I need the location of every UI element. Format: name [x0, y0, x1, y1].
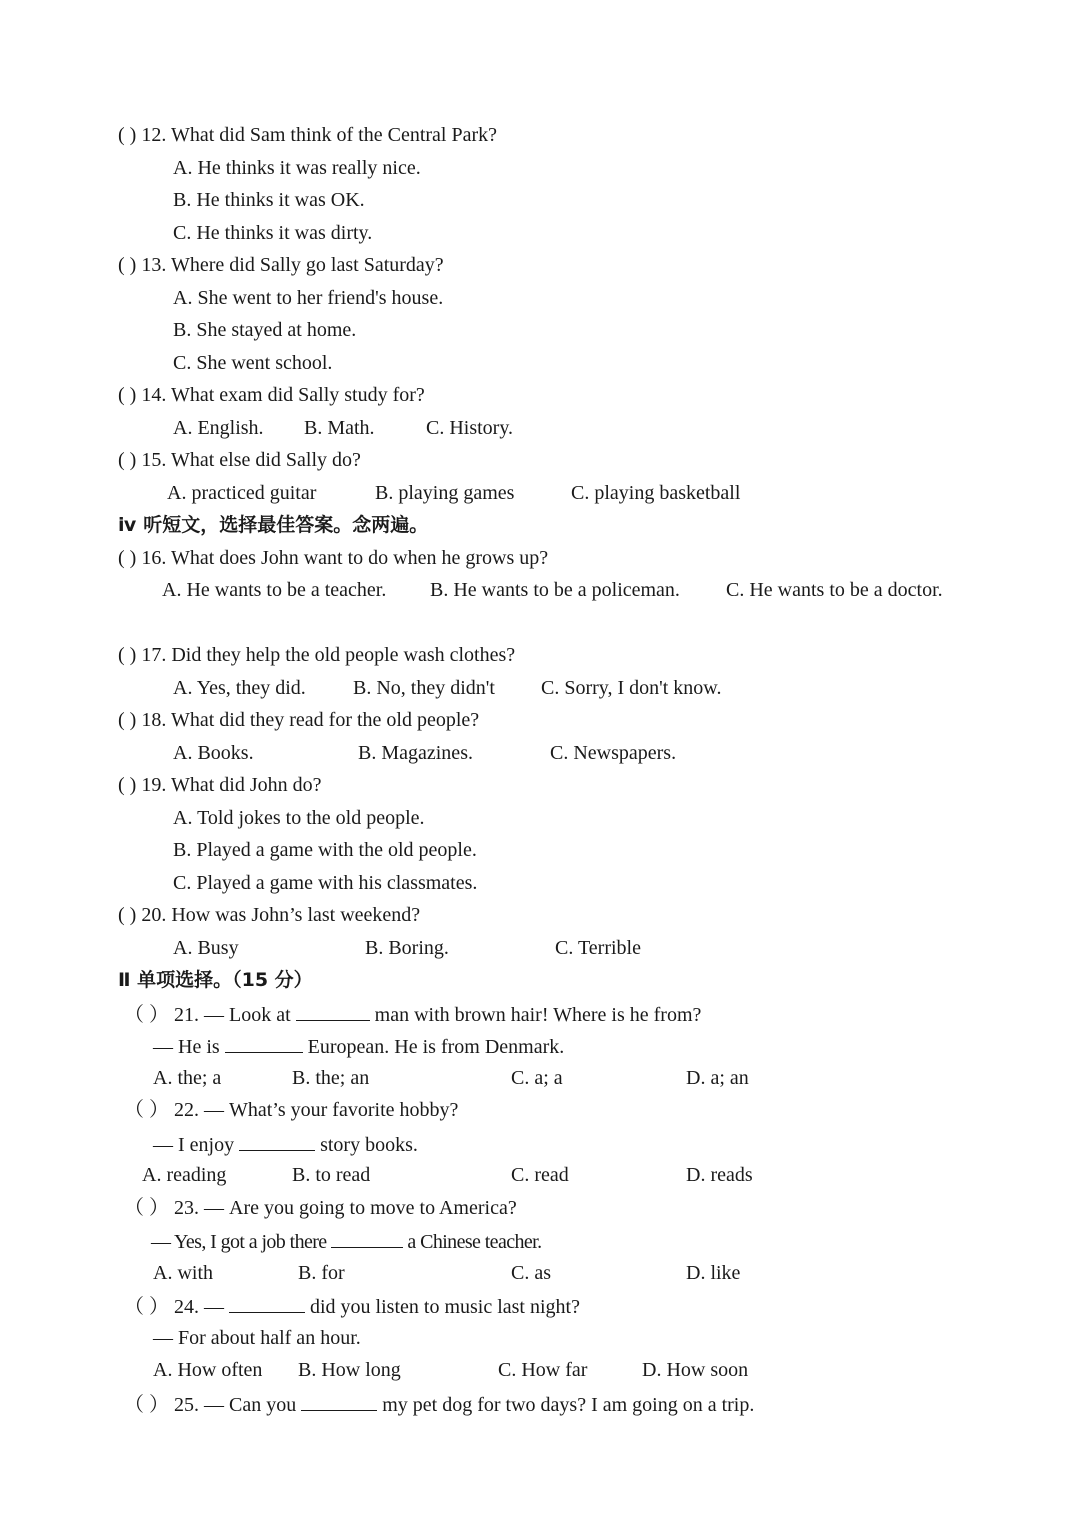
option: C. He wants to be a doctor.: [726, 579, 943, 601]
option: C. Played a game with his classmates.: [173, 872, 478, 894]
answer-bracket: （ ）: [124, 1099, 169, 1121]
section-heading: ⅳ 听短文，选择最佳答案。念两遍。: [118, 514, 429, 536]
question-16: ( ) 16. What does John want to do when he grows up?: [118, 547, 549, 569]
fill-blank: [296, 1000, 370, 1021]
answer-bracket: ( ): [118, 547, 137, 569]
answer-line: — For about half an hour.: [153, 1327, 361, 1349]
option: A. practiced guitar: [167, 482, 317, 504]
option: D. like: [686, 1262, 741, 1284]
answer-bracket: ( ): [118, 644, 137, 666]
question-24: （ ） 24. — did you listen to music last night?: [124, 1292, 580, 1320]
option: C. read: [511, 1164, 569, 1186]
option: D. reads: [686, 1164, 753, 1186]
option: A. He wants to be a teacher.: [162, 579, 387, 601]
answer-bracket: ( ): [118, 449, 137, 471]
option: A. English.: [173, 417, 264, 439]
option: A. Yes, they did.: [173, 677, 306, 699]
option: A. the; a: [153, 1067, 222, 1089]
option: A. reading: [142, 1164, 227, 1186]
question-19: ( ) 19. What did John do?: [118, 774, 322, 796]
question-23: （ ） 23. — Are you going to move to America?: [124, 1197, 517, 1219]
option: B. Boring.: [365, 937, 449, 959]
option: C. She went school.: [173, 352, 333, 374]
answer-bracket: ( ): [118, 774, 137, 796]
answer-bracket: （ ）: [124, 1394, 169, 1416]
option: B. the; an: [292, 1067, 370, 1089]
option: C. a; a: [511, 1067, 563, 1089]
option: C. as: [511, 1262, 551, 1284]
option: C. History.: [426, 417, 514, 439]
fill-blank: [239, 1130, 315, 1151]
fill-blank: [225, 1032, 303, 1053]
answer-bracket: （ ）: [124, 1197, 169, 1219]
question-18: ( ) 18. What did they read for the old people?: [118, 709, 480, 731]
question-22: （ ） 22. — What’s your favorite hobby?: [124, 1099, 459, 1121]
option: B. He wants to be a policeman.: [430, 579, 680, 601]
option: B. Math.: [304, 417, 375, 439]
answer-bracket: ( ): [118, 384, 137, 406]
option: C. Sorry, I don't know.: [541, 677, 722, 699]
option: A. She went to her friend's house.: [173, 287, 444, 309]
answer-bracket: （ ）: [124, 1004, 169, 1026]
answer-line: — He is European. He is from Denmark.: [153, 1032, 564, 1060]
option: D. a; an: [686, 1067, 749, 1089]
option: B. He thinks it was OK.: [173, 189, 365, 211]
option: B. She stayed at home.: [173, 319, 357, 341]
section-heading: Ⅱ 单项选择。（15 分）: [118, 969, 313, 991]
option: B. for: [298, 1262, 345, 1284]
option: C. How far: [498, 1359, 588, 1381]
question-13: ( ) 13. Where did Sally go last Saturday?: [118, 254, 444, 276]
option: A. Books.: [173, 742, 254, 764]
option: B. Played a game with the old people.: [173, 839, 477, 861]
question-25: （ ） 25. — Can you my pet dog for two days? I am going on a trip.: [124, 1390, 754, 1418]
option: C. He thinks it was dirty.: [173, 222, 373, 244]
question-14: ( ) 14. What exam did Sally study for?: [118, 384, 425, 406]
option: A. Told jokes to the old people.: [173, 807, 425, 829]
question-20: ( ) 20. How was John’s last weekend?: [118, 904, 421, 926]
answer-line: — Yes, I got a job there a Chinese teacher.: [151, 1227, 542, 1255]
option: B. No, they didn't: [353, 677, 495, 699]
answer-line: — I enjoy story books.: [153, 1130, 418, 1158]
answer-bracket: ( ): [118, 124, 137, 146]
question-17: ( ) 17. Did they help the old people wash clothes?: [118, 644, 516, 666]
answer-bracket: ( ): [118, 709, 137, 731]
option: B. to read: [292, 1164, 371, 1186]
question-21: （ ） 21. — Look at man with brown hair! Where is he from?: [124, 1000, 701, 1028]
fill-blank: [229, 1292, 305, 1313]
option: C. playing basketball: [571, 482, 741, 504]
option: C. Newspapers.: [550, 742, 677, 764]
option: A. How often: [153, 1359, 263, 1381]
option: A. with: [153, 1262, 213, 1284]
option: D. How soon: [642, 1359, 749, 1381]
option: C. Terrible: [555, 937, 641, 959]
fill-blank: [301, 1390, 377, 1411]
question-15: ( ) 15. What else did Sally do?: [118, 449, 361, 471]
fill-blank: [331, 1227, 403, 1248]
option: B. How long: [298, 1359, 401, 1381]
answer-bracket: ( ): [118, 254, 137, 276]
option: B. playing games: [375, 482, 515, 504]
question-12: ( ) 12. What did Sam think of the Central Park?: [118, 124, 498, 146]
option: A. He thinks it was really nice.: [173, 157, 421, 179]
option: B. Magazines.: [358, 742, 473, 764]
answer-bracket: ( ): [118, 904, 137, 926]
option: A. Busy: [173, 937, 239, 959]
answer-bracket: （ ）: [124, 1296, 169, 1318]
